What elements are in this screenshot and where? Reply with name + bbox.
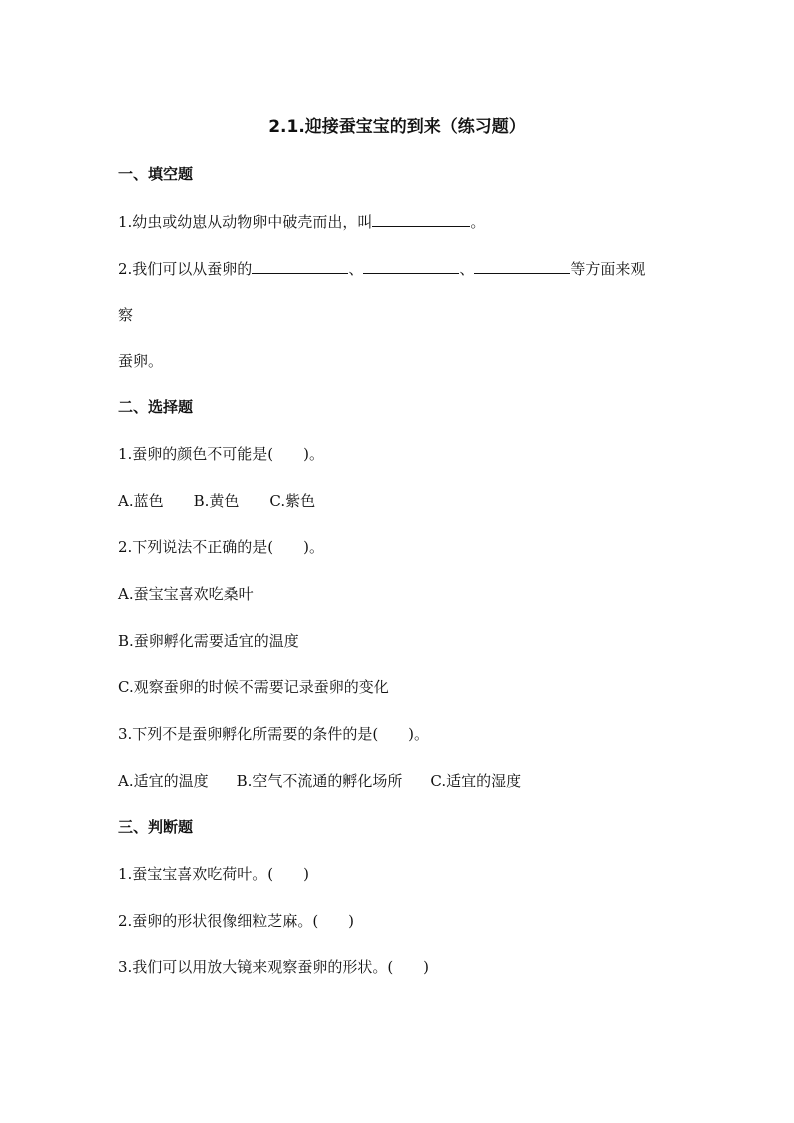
choice-question-3-options <box>118 770 521 792</box>
fill-question-2-continued: 蚕卵。 <box>118 352 164 370</box>
option-b[interactable]: B.黄色 <box>193 492 240 510</box>
option-c[interactable]: C.观察蚕卵的时候不需要记录蚕卵的变化 <box>118 678 389 696</box>
answer-blank[interactable] <box>363 257 459 274</box>
judge-question-3: 3.我们可以用放大镜来观察蚕卵的形状。( ) <box>118 958 430 976</box>
option-c[interactable]: C.适宜的湿度 <box>430 772 522 790</box>
option-c[interactable]: C.紫色 <box>269 492 316 510</box>
fill-question-1-text: 1.幼虫或幼崽从动物卵中破壳而出，叫 <box>118 213 373 231</box>
section-heading-multiple-choice: 二、选择题 <box>118 398 194 416</box>
judge-question-1: 1.蚕宝宝喜欢吃荷叶。( ) <box>118 865 310 883</box>
option-a[interactable]: A.蓝色 <box>118 492 164 510</box>
fill-question-1-end: 。 <box>470 213 486 231</box>
answer-blank[interactable] <box>372 210 470 227</box>
answer-blank[interactable] <box>252 257 348 274</box>
separator: 、 <box>459 260 475 278</box>
choice-question-1-options <box>118 490 315 512</box>
fill-question-1 <box>118 210 485 233</box>
section-heading-true-false: 三、判断题 <box>118 818 194 836</box>
choice-question-1: 1.蚕卵的颜色不可能是( )。 <box>118 445 325 463</box>
judge-question-2: 2.蚕卵的形状很像细粒芝麻。( ) <box>118 912 355 930</box>
option-b[interactable]: B.空气不流通的孵化场所 <box>236 772 403 790</box>
section-heading-fill-in: 一、填空题 <box>118 165 194 183</box>
fill-question-2-text: 2.我们可以从蚕卵的 <box>118 260 253 278</box>
choice-question-3: 3.下列不是蚕卵孵化所需要的条件的是( )。 <box>118 725 430 743</box>
fill-question-2-end: 等方面来观 <box>570 260 646 278</box>
page-title: 2.1.迎接蚕宝宝的到来（练习题） <box>268 117 526 137</box>
answer-blank[interactable] <box>474 257 570 274</box>
option-b[interactable]: B.蚕卵孵化需要适宜的温度 <box>118 632 299 650</box>
fill-question-2-continued: 察 <box>118 306 134 324</box>
separator: 、 <box>348 260 364 278</box>
fill-question-2 <box>118 257 645 280</box>
choice-question-2: 2.下列说法不正确的是( )。 <box>118 538 325 556</box>
option-a[interactable]: A.蚕宝宝喜欢吃桑叶 <box>118 585 254 603</box>
option-a[interactable]: A.适宜的温度 <box>118 772 209 790</box>
